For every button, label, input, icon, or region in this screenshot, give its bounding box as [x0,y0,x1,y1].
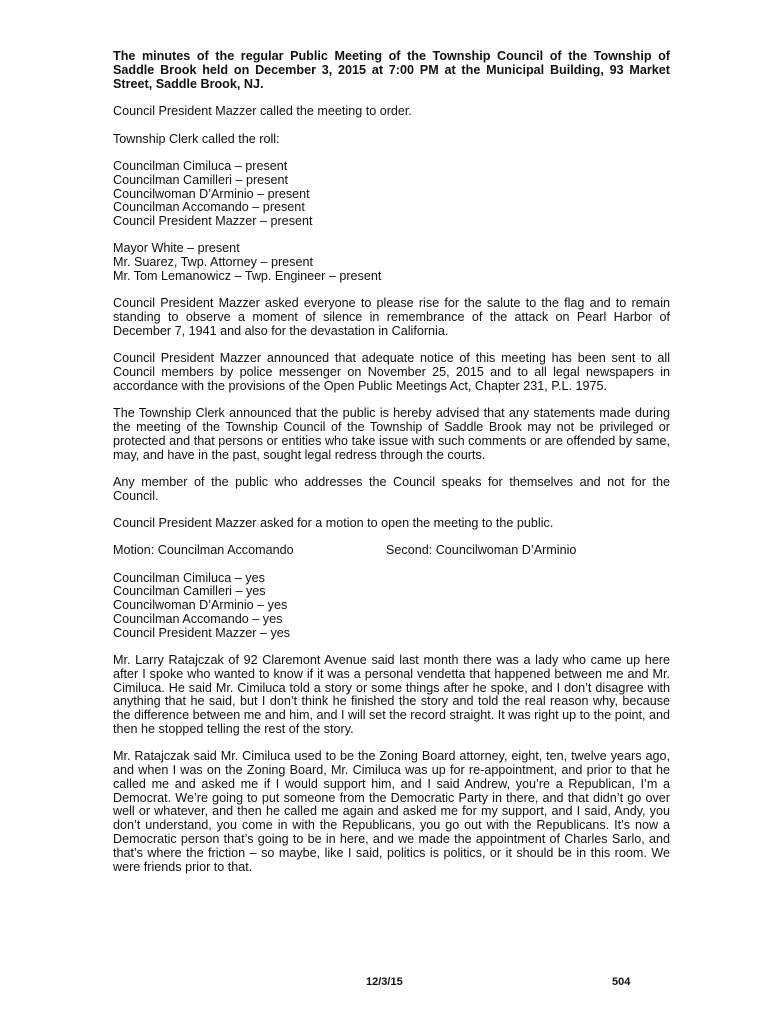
vote-entry: Councilwoman D’Arminio – yes [113,598,288,613]
roll-entry: Mayor White – present [113,241,240,256]
vote-entry: Council President Mazzer – yes [113,625,291,640]
roll-entry: Councilman Camilleri – present [113,172,288,187]
roll-entry: Mr. Suarez, Twp. Attorney – present [113,255,313,270]
roll-entry: Councilman Accomando – present [113,200,305,215]
vote-list [113,572,670,641]
roll-entry: Council President Mazzer – present [113,214,313,229]
notice-paragraph: Council President Mazzer announced that adequate notice of this meeting has been sent to all Council members by police messenger on November 25, 2015 and to all legal newspapers in accordance with the provisions of the Open Public Meetings Act, Chapter 231, P.L. 1975. [113,351,670,393]
vote-entry: Councilman Accomando – yes [113,611,283,626]
ratajczak-paragraph-1: Mr. Larry Ratajczak of 92 Claremont Avenue said last month there was a lady who came up here after I spoke who wanted to know if it was a personal vendetta that happened between me and Mr. Cimiluca. He said Mr. Cimiluca told a story or some things after he spoke, and I don’t disagree with anything that he said, but I don’t think he finished the story and told the real reason why, because the difference between me and him, and I will set the record straight. It was right up to the point, and then he stopped telling the rest of the story. [113,653,671,736]
motion-seconder: Second: Councilwoman D’Arminio [386,543,577,558]
call-to-order: Council President Mazzer called the meeting to order. [113,104,412,119]
public-disclaimer-paragraph: Any member of the public who addresses the Council speaks for themselves and not for the Council. [113,474,670,503]
roll-call-council [113,160,670,229]
vote-entry: Councilman Camilleri – yes [113,584,266,599]
ratajczak-paragraph-2: Mr. Ratajczak said Mr. Cimiluca used to be the Zoning Board attorney, eight, ten, twelve years ago, and when I was on the Zoning Board, Mr. Cimiluca was up for re-appointment, and prior to that he called me and asked me if I would support him, and I said Andrew, you’re a Republican, I’m a Democrat. We’re going to put someone from the Democratic Party in there, and that didn’t go over well or whatever, and then he called me again and asked me for my support, and I said, Andy, you don’t understand, you come in with the Republicans, you go out with the Republicans. It’s now a Democratic person that’s going to be in here, and we made the appointment of Charles Sarlo, and that’s where the friction – so maybe, like I said, politics is politics, or it should be in this room. We were friends prior to that. [113,749,670,874]
vote-entry: Councilman Cimiluca – yes [113,570,265,585]
motion-request-paragraph: Council President Mazzer asked for a motion to open the meeting to the public. [113,515,554,530]
motion-mover: Motion: Councilman Accomando [113,543,294,558]
footer-date: 12/3/15 [366,976,403,988]
roll-entry: Councilwoman D’Arminio – present [113,186,310,201]
roll-intro: Township Clerk called the roll: [113,131,280,146]
roll-entry: Councilman Cimiluca – present [113,158,288,173]
clerk-statement-paragraph: The Township Clerk announced that the public is hereby advised that any statements made during the meeting of the Township Council of the Township of Saddle Brook may not be privileged or protected and that persons or entities who take issue with such comments or are offended by same, may, and have in the past, sought legal redress through the courts. [113,406,670,462]
meeting-title: The minutes of the regular Public Meeting of the Township Council of the Township of Saddle Brook held on December 3, 2015 at 7:00 PM at the Municipal Building, 93 Market Street, Saddle Brook, NJ. [113,49,670,91]
footer-page-number: 504 [612,976,631,988]
roll-entry: Mr. Tom Lemanowicz – Twp. Engineer – present [113,269,382,284]
motion-line [113,544,670,558]
roll-call-officials [113,242,670,283]
document-page [113,50,670,888]
flag-salute-paragraph: Council President Mazzer asked everyone to please rise for the salute to the flag and to remain standing to observe a moment of silence in remembrance of the attack on Pearl Harbor of December 7, 1941 and also for the devastation in California. [113,296,670,338]
